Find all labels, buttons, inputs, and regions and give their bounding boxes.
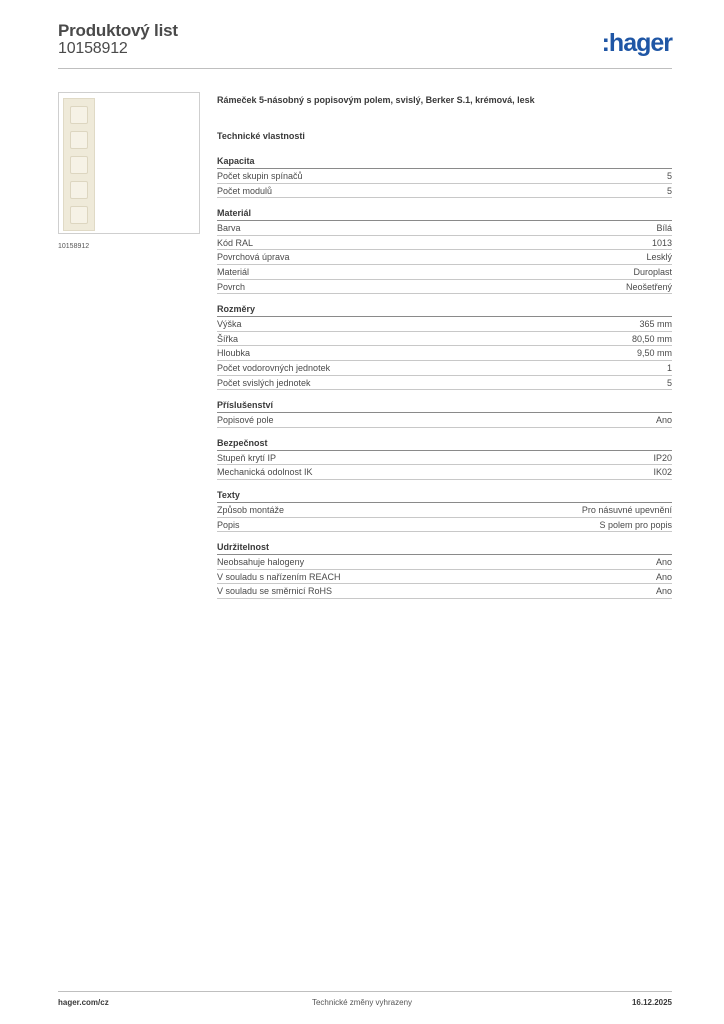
spec-label: Kód RAL [217,237,254,248]
spec-row [217,465,672,480]
spec-section [217,399,672,428]
spec-value: Ano [655,571,672,582]
section-title: Rozměry [217,303,672,317]
spec-label: Počet vodorovných jednotek [217,362,331,373]
product-details [217,94,672,608]
frame-illustration [63,98,95,231]
spec-label: Barva [217,223,241,234]
frame-slot [70,181,88,199]
spec-label: Neobsahuje halogeny [217,557,305,568]
spec-value: 5 [666,185,672,196]
spec-label: Popisové pole [217,415,274,426]
spec-row [217,280,672,295]
spec-label: Stupeň krytí IP [217,452,277,463]
hager-logo: :hager [601,29,672,57]
page-header [58,21,672,69]
product-title: Rámeček 5-násobný s popisovým polem, svislý, Berker S.1, krémová, lesk [217,95,535,105]
spec-label: V souladu se směrnicí RoHS [217,586,333,597]
spec-value: 9,50 mm [636,348,672,359]
spec-label: Počet skupin spínačů [217,171,303,181]
spec-label: Mechanická odolnost IK [217,467,313,478]
footer-date: 16.12.2025 [631,998,672,1007]
spec-row [217,413,672,428]
spec-value: 365 mm [639,319,672,330]
spec-value: Ano [655,557,672,568]
section-title: Udržitelnost [217,541,672,555]
spec-row [217,518,672,533]
footer-website: hager.com/cz [58,998,109,1007]
spec-label: Šířka [217,333,239,344]
spec-row [217,451,672,466]
spec-row [217,221,672,236]
spec-label: Materiál [217,266,250,277]
document-number: 10158912 [58,40,128,57]
spec-row [217,361,672,376]
footer-divider [58,991,672,992]
spec-value: Ano [655,415,672,426]
spec-row [217,250,672,265]
spec-value: Lesklý [646,252,672,263]
frame-slot [70,156,88,174]
spec-value: Pro násuvné upevnění [581,504,672,515]
spec-section [217,207,672,294]
spec-section [217,541,672,599]
spec-row [217,376,672,391]
spec-value: 80,50 mm [631,333,672,344]
image-caption: 10158912 [58,243,90,250]
frame-slot [70,131,88,149]
spec-row [217,584,672,599]
spec-value: Duroplast [633,266,672,277]
spec-value: Ano [655,586,672,597]
spec-value: IK02 [653,467,672,478]
spec-row [217,570,672,585]
spec-value: 5 [666,377,672,388]
spec-row [217,555,672,570]
spec-sections [217,155,672,599]
spec-row [217,184,672,199]
spec-label: Způsob montáže [217,504,285,515]
spec-value: Neošetřený [625,281,672,292]
spec-row [217,332,672,347]
spec-label: V souladu s nařízením REACH [217,571,341,582]
header-divider [58,68,672,69]
frame-slot [70,106,88,124]
spec-value: IP20 [653,452,672,463]
document-title: Produktový list [58,21,178,40]
spec-value: 1013 [651,237,672,248]
spec-row [217,236,672,251]
footer-notice: Technické změny vyhrazeny [311,998,413,1007]
section-title: Texty [217,489,672,503]
spec-section [217,489,672,532]
spec-row [217,346,672,361]
spec-section [217,155,672,198]
frame-slot [70,206,88,224]
spec-row [217,265,672,280]
spec-label: Počet modulů [217,185,273,196]
spec-section [217,303,672,390]
spec-row [217,317,672,332]
spec-value: S polem pro popis [599,519,672,530]
section-title: Kapacita [217,155,672,169]
section-title: Bezpečnost [217,437,672,451]
spec-label: Výška [217,319,242,330]
spec-value: 1 [666,362,672,373]
section-title: Materiál [217,207,672,221]
spec-value: 5 [666,171,672,181]
spec-label: Povrchová úprava [217,252,290,263]
technical-properties-heading: Technické vlastnosti [217,131,305,141]
spec-row [217,503,672,518]
spec-label: Povrch [217,281,246,292]
spec-label: Počet svislých jednotek [217,377,311,388]
spec-row [217,169,672,184]
product-image [58,92,200,234]
section-title: Příslušenství [217,399,672,413]
spec-section [217,437,672,480]
spec-label: Popis [217,519,240,530]
spec-label: Hloubka [217,348,251,359]
spec-value: Bílá [656,223,672,234]
